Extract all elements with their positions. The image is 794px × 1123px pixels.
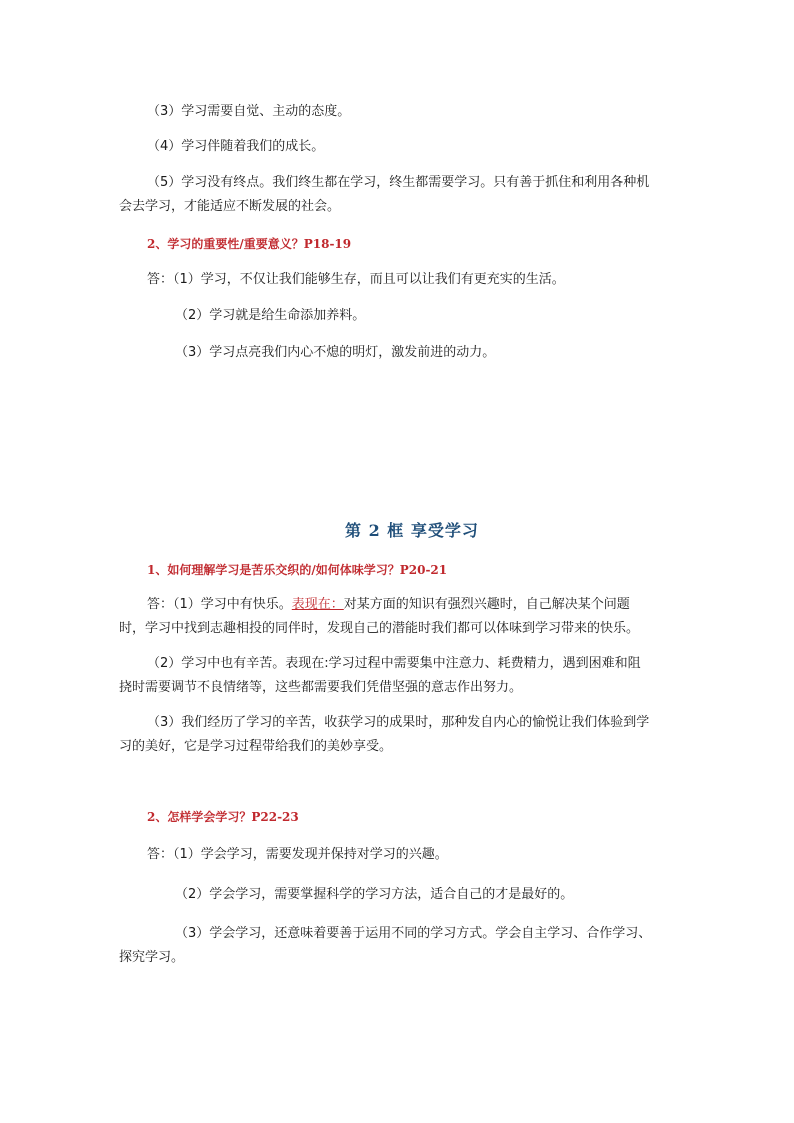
importance-answer-1: 答：（1）学习，不仅让我们能够生存，而且可以让我们有更充实的生活。 — [147, 272, 565, 287]
question-heading-enjoy: 1、如何理解学习是苦乐交织的/如何体味学习？P20-21 — [147, 563, 448, 577]
enjoy-answer-1-rest: 对某方面的知识有强烈兴趣时，自己解决某个问题 — [343, 597, 630, 612]
enjoy-answer-2-line-2: 挠时需要调节不良情绪等，这些都需要我们凭借坚强的意志作出努力。 — [119, 680, 523, 695]
enjoy-answer-3-line-1: （3）我们经历了学习的辛苦，收获学习的成果时，那种发自内心的愉悦让我们体验到学 — [147, 715, 650, 730]
item-5-line-2: 会去学习，才能适应不断发展的社会。 — [119, 199, 341, 214]
learn-answer-3-line-2: 探究学习。 — [119, 950, 185, 965]
item-5-line-1: （5）学习没有终点。我们终生都在学习，终生都需要学习。只有善于抓住和利用各种机 — [147, 175, 650, 190]
question-heading-importance: 2、学习的重要性/重要意义？P18-19 — [147, 237, 352, 251]
learn-answer-3-line-1: （3）学会学习，还意味着要善于运用不同的学习方式。学会自主学习、合作学习、 — [175, 926, 652, 941]
enjoy-answer-1-prefix: 答：（1）学习中有快乐。 — [147, 597, 292, 612]
learn-answer-2: （2）学会学习，需要掌握科学的学习方法，适合自己的才是最好的。 — [175, 887, 574, 902]
section-title: 第 2 框 享受学习 — [345, 521, 479, 540]
learn-answer-1: 答：（1）学会学习，需要发现并保持对学习的兴趣。 — [147, 847, 448, 862]
enjoy-answer-1-line-2: 时，学习中找到志趣相投的同伴时，发现自己的潜能时我们都可以体味到学习带来的快乐。 — [119, 621, 640, 636]
item-3: （3）学习需要自觉、主动的态度。 — [147, 104, 351, 119]
enjoy-answer-3-line-2: 习的美好，它是学习过程带给我们的美妙享受。 — [119, 739, 393, 754]
importance-answer-3: （3）学习点亮我们内心不熄的明灯，激发前进的动力。 — [175, 345, 496, 360]
importance-answer-2: （2）学习就是给生命添加养料。 — [175, 308, 366, 323]
enjoy-answer-1-line-1 — [147, 597, 630, 613]
question-heading-learn: 2、怎样学会学习？P22-23 — [147, 810, 299, 824]
enjoy-answer-1-highlight: 表现在： — [291, 597, 344, 612]
item-4: （4）学习伴随着我们的成长。 — [147, 139, 325, 154]
enjoy-answer-2-line-1: （2）学习中也有辛苦。表现在:学习过程中需要集中注意力、耗费精力，遇到困难和阻 — [147, 656, 641, 671]
